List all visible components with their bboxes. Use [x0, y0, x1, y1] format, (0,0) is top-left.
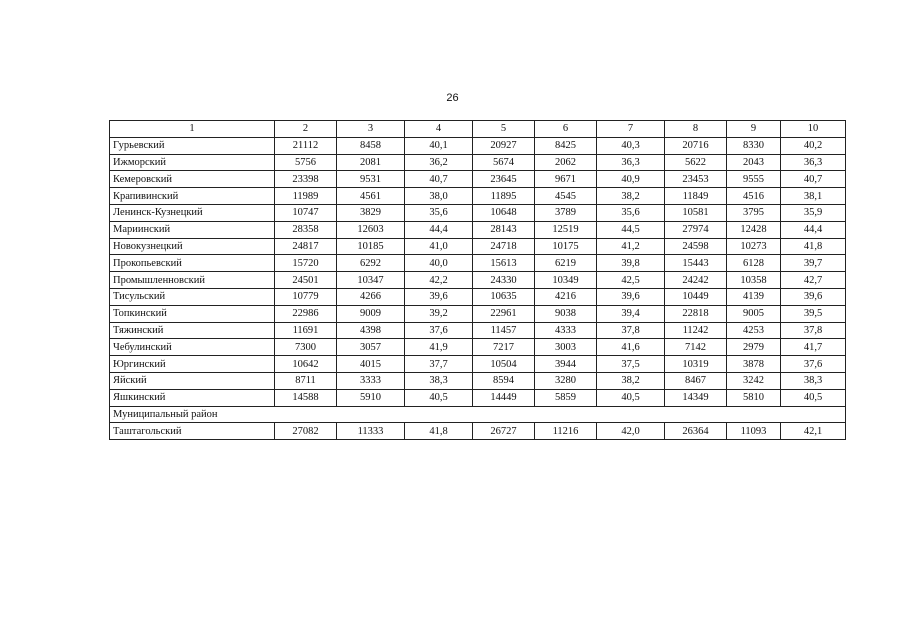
page-number: 26: [446, 92, 459, 104]
district-name-cell: Мариинский: [110, 221, 275, 238]
value-cell: 24242: [665, 272, 727, 289]
value-cell: 6292: [337, 255, 405, 272]
value-cell: 44,5: [597, 221, 665, 238]
value-cell: 3795: [727, 204, 781, 221]
value-cell: 7217: [473, 339, 535, 356]
header-cell: 7: [597, 121, 665, 138]
value-cell: 23645: [473, 171, 535, 188]
value-cell: 44,4: [781, 221, 846, 238]
value-cell: 40,5: [405, 389, 473, 406]
value-cell: 22818: [665, 305, 727, 322]
value-cell: 4216: [535, 288, 597, 305]
value-cell: 26727: [473, 423, 535, 440]
value-cell: 6219: [535, 255, 597, 272]
table-row: [110, 188, 846, 205]
value-cell: 37,8: [781, 322, 846, 339]
value-cell: 10747: [275, 204, 337, 221]
value-cell: 9005: [727, 305, 781, 322]
district-name-cell: Ижморский: [110, 154, 275, 171]
value-cell: 2043: [727, 154, 781, 171]
district-name-cell: Юргинский: [110, 356, 275, 373]
value-cell: 11849: [665, 188, 727, 205]
value-cell: 3242: [727, 372, 781, 389]
value-cell: 15613: [473, 255, 535, 272]
value-cell: 7300: [275, 339, 337, 356]
header-cell: 6: [535, 121, 597, 138]
value-cell: 9671: [535, 171, 597, 188]
district-name-cell: Новокузнецкий: [110, 238, 275, 255]
value-cell: 38,1: [781, 188, 846, 205]
value-cell: 10319: [665, 356, 727, 373]
value-cell: 3333: [337, 372, 405, 389]
value-cell: 15720: [275, 255, 337, 272]
value-cell: 41,7: [781, 339, 846, 356]
value-cell: 41,8: [405, 423, 473, 440]
value-cell: 15443: [665, 255, 727, 272]
value-cell: 3789: [535, 204, 597, 221]
value-cell: 37,8: [597, 322, 665, 339]
value-cell: 42,5: [597, 272, 665, 289]
value-cell: 10642: [275, 356, 337, 373]
value-cell: 44,4: [405, 221, 473, 238]
value-cell: 36,3: [781, 154, 846, 171]
value-cell: 7142: [665, 339, 727, 356]
value-cell: 39,2: [405, 305, 473, 322]
value-cell: 39,8: [597, 255, 665, 272]
table-row: [110, 288, 846, 305]
value-cell: 10449: [665, 288, 727, 305]
value-cell: 24817: [275, 238, 337, 255]
value-cell: 11216: [535, 423, 597, 440]
value-cell: 40,1: [405, 137, 473, 154]
table-body: [110, 121, 846, 440]
value-cell: 12428: [727, 221, 781, 238]
value-cell: 11989: [275, 188, 337, 205]
table-row: [110, 356, 846, 373]
district-name-cell: Промышленновский: [110, 272, 275, 289]
value-cell: 4545: [535, 188, 597, 205]
value-cell: 14349: [665, 389, 727, 406]
header-cell: 4: [405, 121, 473, 138]
value-cell: 24501: [275, 272, 337, 289]
value-cell: 38,0: [405, 188, 473, 205]
district-name-cell: Кемеровский: [110, 171, 275, 188]
value-cell: 38,3: [781, 372, 846, 389]
value-cell: 10648: [473, 204, 535, 221]
value-cell: 4266: [337, 288, 405, 305]
district-name-cell: Яйский: [110, 372, 275, 389]
value-cell: 10635: [473, 288, 535, 305]
value-cell: 24598: [665, 238, 727, 255]
header-cell: 8: [665, 121, 727, 138]
value-cell: 6128: [727, 255, 781, 272]
value-cell: 5622: [665, 154, 727, 171]
value-cell: 36,3: [597, 154, 665, 171]
value-cell: 3878: [727, 356, 781, 373]
value-cell: 41,0: [405, 238, 473, 255]
value-cell: 4015: [337, 356, 405, 373]
value-cell: 4139: [727, 288, 781, 305]
value-cell: 40,3: [597, 137, 665, 154]
header-cell: 5: [473, 121, 535, 138]
district-name-cell: Гурьевский: [110, 137, 275, 154]
value-cell: 39,5: [781, 305, 846, 322]
district-name-cell: Топкинский: [110, 305, 275, 322]
value-cell: 27974: [665, 221, 727, 238]
value-cell: 24718: [473, 238, 535, 255]
value-cell: 41,2: [597, 238, 665, 255]
value-cell: 38,2: [597, 188, 665, 205]
value-cell: 14449: [473, 389, 535, 406]
district-name-cell: Таштагольский: [110, 423, 275, 440]
value-cell: 28143: [473, 221, 535, 238]
value-cell: 40,2: [781, 137, 846, 154]
value-cell: 10358: [727, 272, 781, 289]
value-cell: 4333: [535, 322, 597, 339]
value-cell: 8330: [727, 137, 781, 154]
section-label: Муниципальный район: [110, 406, 846, 423]
value-cell: 8467: [665, 372, 727, 389]
value-cell: 38,2: [597, 372, 665, 389]
value-cell: 10581: [665, 204, 727, 221]
value-cell: 41,6: [597, 339, 665, 356]
value-cell: 10175: [535, 238, 597, 255]
header-cell: 10: [781, 121, 846, 138]
value-cell: 42,7: [781, 272, 846, 289]
section-header-row: [110, 406, 846, 423]
value-cell: 27082: [275, 423, 337, 440]
table-row: [110, 322, 846, 339]
value-cell: 4253: [727, 322, 781, 339]
table-row: [110, 372, 846, 389]
value-cell: 42,2: [405, 272, 473, 289]
table-row: [110, 255, 846, 272]
value-cell: 2062: [535, 154, 597, 171]
district-name-cell: Тисульский: [110, 288, 275, 305]
table-row: [110, 154, 846, 171]
table-row: [110, 339, 846, 356]
table-header-row: [110, 121, 846, 138]
value-cell: 20716: [665, 137, 727, 154]
table-row: [110, 272, 846, 289]
value-cell: 4398: [337, 322, 405, 339]
value-cell: 38,3: [405, 372, 473, 389]
district-name-cell: Ленинск-Кузнецкий: [110, 204, 275, 221]
value-cell: 40,0: [405, 255, 473, 272]
value-cell: 10349: [535, 272, 597, 289]
value-cell: 35,6: [405, 204, 473, 221]
value-cell: 11242: [665, 322, 727, 339]
value-cell: 5910: [337, 389, 405, 406]
table-row: [110, 423, 846, 440]
value-cell: 41,9: [405, 339, 473, 356]
header-cell: 2: [275, 121, 337, 138]
value-cell: 2081: [337, 154, 405, 171]
value-cell: 40,5: [597, 389, 665, 406]
value-cell: 10185: [337, 238, 405, 255]
value-cell: 10779: [275, 288, 337, 305]
value-cell: 11093: [727, 423, 781, 440]
value-cell: 39,7: [781, 255, 846, 272]
value-cell: 40,7: [405, 171, 473, 188]
table-row: [110, 137, 846, 154]
value-cell: 10504: [473, 356, 535, 373]
value-cell: 39,6: [597, 288, 665, 305]
header-cell: 3: [337, 121, 405, 138]
value-cell: 20927: [473, 137, 535, 154]
value-cell: 11691: [275, 322, 337, 339]
value-cell: 5756: [275, 154, 337, 171]
value-cell: 24330: [473, 272, 535, 289]
value-cell: 26364: [665, 423, 727, 440]
value-cell: 10347: [337, 272, 405, 289]
value-cell: 37,6: [781, 356, 846, 373]
value-cell: 40,5: [781, 389, 846, 406]
value-cell: 10273: [727, 238, 781, 255]
value-cell: 9009: [337, 305, 405, 322]
table-row: [110, 204, 846, 221]
district-name-cell: Яшкинский: [110, 389, 275, 406]
value-cell: 42,1: [781, 423, 846, 440]
data-table: [109, 120, 846, 440]
value-cell: 37,5: [597, 356, 665, 373]
value-cell: 39,6: [405, 288, 473, 305]
value-cell: 14588: [275, 389, 337, 406]
value-cell: 3003: [535, 339, 597, 356]
value-cell: 35,9: [781, 204, 846, 221]
value-cell: 39,6: [781, 288, 846, 305]
value-cell: 11895: [473, 188, 535, 205]
value-cell: 2979: [727, 339, 781, 356]
value-cell: 22986: [275, 305, 337, 322]
district-name-cell: Крапивинский: [110, 188, 275, 205]
value-cell: 9038: [535, 305, 597, 322]
value-cell: 37,6: [405, 322, 473, 339]
table-row: [110, 221, 846, 238]
value-cell: 23398: [275, 171, 337, 188]
value-cell: 11333: [337, 423, 405, 440]
table-row: [110, 171, 846, 188]
table-row: [110, 238, 846, 255]
district-name-cell: Тяжинский: [110, 322, 275, 339]
value-cell: 40,9: [597, 171, 665, 188]
value-cell: 4561: [337, 188, 405, 205]
value-cell: 5674: [473, 154, 535, 171]
district-name-cell: Чебулинский: [110, 339, 275, 356]
value-cell: 4516: [727, 188, 781, 205]
value-cell: 8711: [275, 372, 337, 389]
value-cell: 3280: [535, 372, 597, 389]
table-row: [110, 389, 846, 406]
value-cell: 8458: [337, 137, 405, 154]
value-cell: 12519: [535, 221, 597, 238]
district-name-cell: Прокопьевский: [110, 255, 275, 272]
value-cell: 23453: [665, 171, 727, 188]
value-cell: 21112: [275, 137, 337, 154]
header-cell: 1: [110, 121, 275, 138]
value-cell: 3944: [535, 356, 597, 373]
value-cell: 41,8: [781, 238, 846, 255]
value-cell: 28358: [275, 221, 337, 238]
value-cell: 5810: [727, 389, 781, 406]
value-cell: 40,7: [781, 171, 846, 188]
value-cell: 8594: [473, 372, 535, 389]
value-cell: 36,2: [405, 154, 473, 171]
value-cell: 8425: [535, 137, 597, 154]
value-cell: 11457: [473, 322, 535, 339]
value-cell: 22961: [473, 305, 535, 322]
value-cell: 9555: [727, 171, 781, 188]
table-row: [110, 305, 846, 322]
header-cell: 9: [727, 121, 781, 138]
value-cell: 3829: [337, 204, 405, 221]
value-cell: 3057: [337, 339, 405, 356]
value-cell: 42,0: [597, 423, 665, 440]
value-cell: 37,7: [405, 356, 473, 373]
value-cell: 12603: [337, 221, 405, 238]
value-cell: 39,4: [597, 305, 665, 322]
value-cell: 35,6: [597, 204, 665, 221]
value-cell: 5859: [535, 389, 597, 406]
value-cell: 9531: [337, 171, 405, 188]
